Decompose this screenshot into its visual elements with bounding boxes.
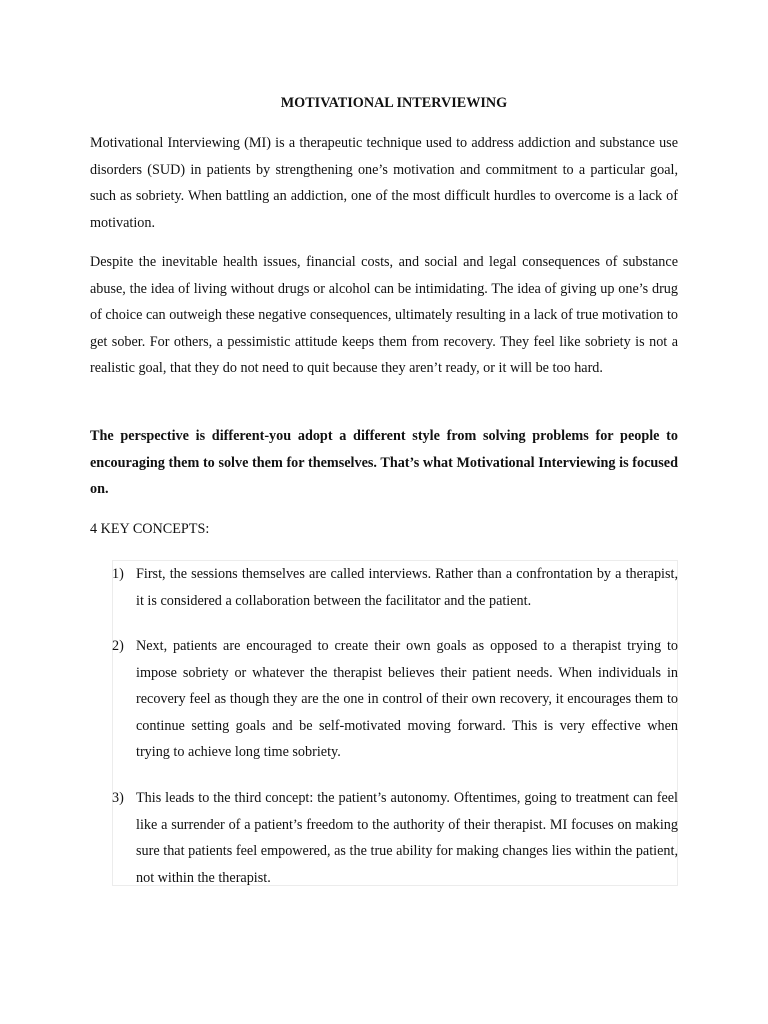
concept-number: 3) [112,790,124,806]
concept-text: First, the sessions themselves are called interviews. Rather than a confrontation by a therapist, it is considered a collaboration between the facilitator and the patient. [136,566,678,609]
perspective-paragraph: The perspective is different-you adopt a different style from solving problems for people to encouraging them to solve them for themselves. That’s what Motivational Interviewing is focused on. [90,428,678,498]
concepts-heading: 4 KEY CONCEPTS: [90,521,210,537]
concept-item [112,561,678,614]
concept-item [112,633,678,766]
intro-paragraph: Motivational Interviewing (MI) is a therapeutic technique used to address addiction and substance use disorders (SUD) in patients by strengthening one’s motivation and commitment to a particular goal, such as sobriety. When battling an addiction, one of the most difficult hurdles to overcome is a lack of motivation. [90,135,678,231]
concept-text: This leads to the third concept: the patient’s autonomy. Oftentimes, going to treatment can feel like a surrender of a patient’s freedom to the authority of their therapist. MI focuses on making sure that patients feel empowered, as the true ability for making changes lies within the patient, not within the therapist. [136,790,678,886]
concept-item [112,785,678,891]
concept-text: Next, patients are encouraged to create their own goals as opposed to a therapist trying to impose sobriety or whatever the therapist believes their patient needs. When individuals in recovery feel as though they are the one in control of their own recovery, it encourages them to continue setting goals and be self-motivated moving forward. This is very effective when trying to achieve long time sobriety. [136,638,678,761]
document-title: MOTIVATIONAL INTERVIEWING [280,95,508,111]
challenges-paragraph: Despite the inevitable health issues, financial costs, and social and legal consequences of substance abuse, the idea of living without drugs or alcohol can be intimidating. The idea of giving up one’s drug of choice can outweigh these negative consequences, ultimately resulting in a lack of true motivation to get sober. For others, a pessimistic attitude keeps them from recovery. They feel like sobriety is not a realistic goal, that they do not need to quit because they aren’t ready, or it will be too hard. [90,254,678,377]
concept-number: 2) [112,638,124,654]
concept-number: 1) [112,566,124,582]
